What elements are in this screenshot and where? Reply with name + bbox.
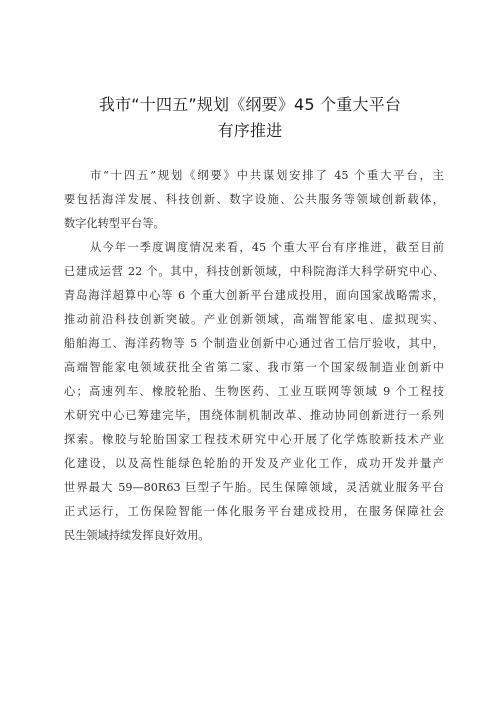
- paragraph-2-line: 推动前沿科技创新突破。产业创新领域，高端智能家电、虚拟现实、: [64, 313, 444, 326]
- paragraph-2-line: 化建设，以及高性能绿色轮胎的开发及产业化工作，成功开发并量产: [64, 457, 444, 470]
- paragraph-2-line: 高端智能家电领域获批全省第二家、我市第一个国家级制造业创新中: [64, 361, 444, 374]
- document-title-line-1: 我市“十四五”规划《纲要》45 个重大平台: [98, 95, 402, 114]
- paragraph-2-line: 世界最大 59—80R63 巨型子午胎。民生保障领域，灵活就业服务平台: [64, 481, 444, 494]
- paragraph-2-line: 探索。橡胶与轮胎国家工程技术研究中心开展了化学炼胶新技术产业: [64, 433, 444, 446]
- paragraph-2-line: 民生领域持续发挥良好效用。: [64, 529, 210, 542]
- paragraph-2-line: 正式运行，工伤保险智能一体化服务平台建成投用，在服务保障社会: [64, 505, 444, 518]
- paragraph-2-line: 青岛海洋超算中心等 6 个重大创新平台建成投用，面向国家战略需求，: [64, 289, 444, 302]
- paragraph-2-line: 心；高速列车、橡胶轮胎、生物医药、工业互联网等领域 9 个工程技: [64, 385, 444, 398]
- paragraph-1-line: 市“十四五”规划《纲要》中共谋划安排了 45 个重大平台，主: [90, 169, 444, 182]
- paragraph-2-line: 从今年一季度调度情况来看，45 个重大平台有序推进，截至目前: [90, 241, 444, 254]
- paragraph-1-line: 要包括海洋发展、科技创新、数字设施、公共服务等领域创新载体，: [64, 193, 444, 206]
- paragraph-2-line: 船舶海工、海洋药物等 5 个制造业创新中心通过省工信厅验收，其中，: [64, 337, 444, 350]
- paragraph-2-line: 已建成运营 22 个。其中，科技创新领域，中科院海洋大科学研究中心、: [64, 265, 444, 278]
- document-title-line-2: 有序推进: [217, 121, 283, 140]
- paragraph-2-line: 术研究中心已筹建完毕，围绕体制机制改革、推动协同创新进行一系列: [64, 409, 444, 422]
- paragraph-1-line: 数字化转型平台等。: [64, 217, 165, 230]
